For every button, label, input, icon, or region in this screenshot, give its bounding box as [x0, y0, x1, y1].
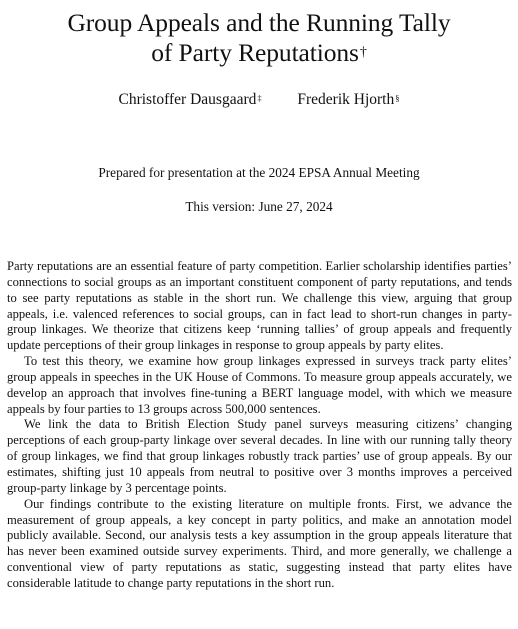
abstract: [7, 259, 512, 592]
author-1-name: Christoffer Dausgaard: [118, 91, 257, 108]
title-line-2: [0, 38, 518, 73]
abstract-paragraph-2: To test this theory, we examine how group linkages expressed in surveys track party elites’ group appeals in speeches in the UK House of Commons. To measure group appeals accurately, we develop an approach that involves fine-tuning a BERT language model, with which we measure appeals by four parties to 13 groups across 500,000 sentences.: [7, 354, 512, 416]
version-date: This version: June 27, 2024: [185, 199, 333, 214]
paper-title: [0, 8, 518, 73]
author-2-footnote-mark: §: [395, 93, 400, 104]
title-line-2-text: of Party Reputations: [151, 38, 359, 67]
abstract-paragraph-4: Our findings contribute to the existing literature on multiple fronts. First, we advance the measurement of group appeals, a key concept in party politics, and make an annotation model publicly available. Second, our analysis tests a key assumption in the group appeals literature that has never been examined outside survey experiments. Third, and more generally, we challenge a conventional view of party reputations as static, suggesting instead that party elites have considerable latitude to change party reputations in the short run.: [7, 496, 512, 590]
author-list: [0, 90, 518, 111]
title-footnote-mark: †: [359, 45, 367, 61]
author-2-name: Frederik Hjorth: [297, 91, 395, 108]
abstract-paragraph-1: Party reputations are an essential feature of party competition. Earlier scholarship identifies parties’ connections to social groups as an important constituent component of party reputations, and tends to see party reputations as stable in the short run. We challenge this view, arguing that group appeals, i.e. valenced references to social groups, can in fact lead to short-run changes in party-group linkages. We theorize that citizens keep ‘running tallies’ of group appeals and frequently update perceptions of their group linkages in response to group appeals by party elites.: [7, 259, 512, 353]
title-line-1: Group Appeals and the Running Tally: [67, 8, 451, 37]
author-1-footnote-mark: ‡: [257, 93, 262, 104]
author-1: [118, 91, 261, 108]
prepared-for-note: Prepared for presentation at the 2024 EPSA Annual Meeting: [98, 165, 420, 180]
abstract-paragraph-3: We link the data to British Election Study panel surveys measuring citizens’ changing perceptions of each group-party linkage over several decades. In line with our running tally theory of group linkages, we find that group linkages robustly track parties’ use of group appeals. By our estimates, shifting just 10 appeals from neutral to positive over 3 months improves a perceived group-party linkage by 3 percentage points.: [7, 417, 512, 495]
author-2: [297, 91, 399, 108]
